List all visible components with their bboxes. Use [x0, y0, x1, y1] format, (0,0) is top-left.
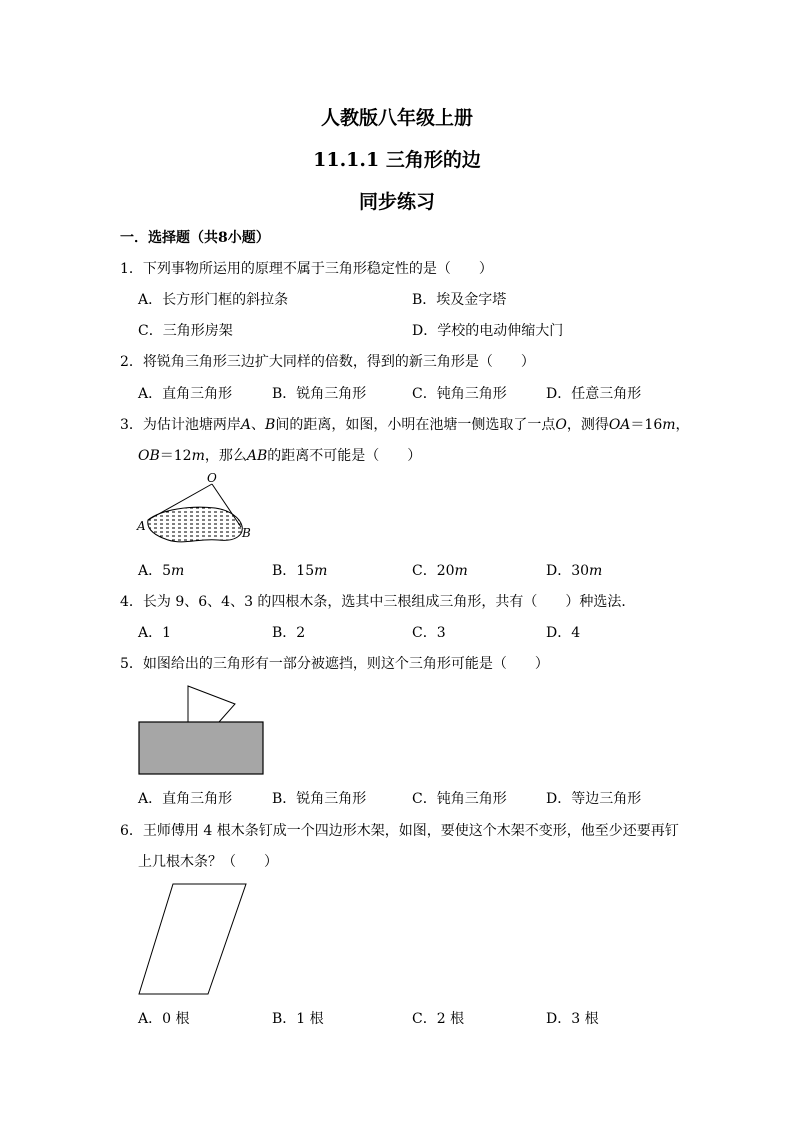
option-c: C．2 根: [412, 1011, 465, 1027]
option-b: B．1 根: [272, 1011, 324, 1027]
option-d: D．4: [546, 625, 581, 641]
question-stem: 5．如图给出的三角形有一部分被遮挡，则这个三角形可能是（ ）: [120, 656, 549, 672]
occluded-triangle-figure: [136, 684, 266, 778]
quadrilateral: [139, 884, 246, 994]
doc-title: 人教版八年级上册: [320, 107, 473, 129]
question-stem-line2: 上几根木条？（ ）: [138, 854, 278, 870]
option-c: C．钝角三角形: [412, 791, 507, 807]
question-stem: 4．长为 9、6、4、3 的四根木条，选其中三根组成三角形，共有（ ）种选法．: [120, 594, 636, 610]
option-b: B．15m: [272, 563, 328, 579]
lesson-title: 11.1.1 三角形的边: [313, 149, 481, 171]
option-a: A．0 根: [138, 1011, 190, 1027]
triangle-visible-sides: [188, 686, 235, 722]
option-b: B．2: [272, 625, 306, 641]
question-stem-line1: 6．王师傅用 4 根木条钉成一个四边形木架，如图，要使这个木架不变形，他至少还要再钉: [120, 823, 679, 839]
option-a: A．直角三角形: [138, 386, 233, 402]
section-heading: 一．选择题（共8小题）: [120, 230, 270, 246]
question-stem: 2．将锐角三角形三边扩大同样的倍数，得到的新三角形是（ ）: [120, 354, 535, 370]
option-b: B．锐角三角形: [272, 791, 367, 807]
label-o: O: [207, 471, 217, 485]
occluding-rectangle: [139, 722, 263, 774]
option-d: D．学校的电动伸缩大门: [412, 323, 564, 339]
option-d: D．等边三角形: [546, 791, 642, 807]
option-a: A．长方形门框的斜拉条: [138, 292, 289, 308]
question-stem: 1．下列事物所运用的原理不属于三角形稳定性的是（ ）: [120, 261, 493, 277]
option-a: A．1: [138, 625, 172, 641]
quadrilateral-frame-figure: [136, 882, 250, 998]
question-stem-line1: 3．为估计池塘两岸A、B间的距离，如图，小明在池塘一侧选取了一点O，测得OA＝16m，: [120, 417, 690, 433]
option-c: C．20m: [412, 563, 468, 579]
option-c: C．3: [412, 625, 446, 641]
label-a: A: [137, 519, 146, 533]
option-b: B．锐角三角形: [272, 386, 367, 402]
option-c: C．三角形房架: [138, 323, 233, 339]
option-a: A．5m: [138, 563, 185, 579]
label-b: B: [242, 526, 251, 540]
option-d: D．3 根: [546, 1011, 599, 1027]
practice-title: 同步练习: [358, 191, 435, 213]
pond-figure: [130, 470, 270, 550]
question-stem-line2: OB＝12m，那么AB的距离不可能是（ ）: [138, 448, 422, 464]
option-c: C．钝角三角形: [412, 386, 507, 402]
option-a: A．直角三角形: [138, 791, 233, 807]
option-d: D．任意三角形: [546, 386, 642, 402]
option-d: D．30m: [546, 563, 603, 579]
option-b: B．埃及金字塔: [412, 292, 507, 308]
